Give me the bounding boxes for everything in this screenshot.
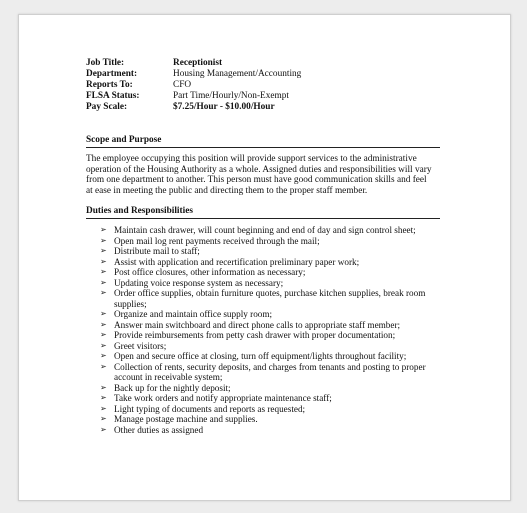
- job-field-label: FLSA Status:: [86, 91, 140, 101]
- duty-item: [86, 330, 440, 341]
- duty-text: Greet visitors;: [114, 340, 167, 351]
- job-field-row: [86, 58, 440, 69]
- job-info-fields: [86, 58, 440, 113]
- job-field-label: Pay Scale:: [86, 102, 128, 112]
- job-field-row: [86, 102, 440, 113]
- duty-item: [86, 362, 440, 383]
- document-page: [18, 14, 511, 501]
- duty-text: Open mail log rent payments received through the mail;: [114, 235, 320, 246]
- job-field-row: [86, 80, 440, 91]
- arrow-bullet-icon: ➢: [100, 277, 107, 287]
- scope-paragraph: The employee occupying this position will provide support services to the administrative operation of the Housing Authority as a whole. Assigned duties and responsibilities will vary from one department to another. This person must have good communication skills and feel at ease in meeting the public and directing them to the proper staff member.: [86, 154, 432, 196]
- duty-text: Manage postage machine and supplies.: [114, 414, 258, 425]
- scope-heading: Scope and Purpose: [86, 135, 440, 148]
- arrow-bullet-icon: ➢: [100, 256, 107, 266]
- duty-item: [86, 320, 440, 331]
- job-field-row: [86, 69, 440, 80]
- arrow-bullet-icon: ➢: [100, 319, 107, 329]
- duties-list: [86, 225, 440, 435]
- duty-item: [86, 236, 440, 247]
- job-field-value: CFO: [173, 80, 192, 90]
- arrow-bullet-icon: ➢: [100, 288, 107, 298]
- duty-item: [86, 257, 440, 268]
- duty-item: [86, 341, 440, 352]
- duty-text: Post office closures, other information as necessary;: [114, 267, 306, 278]
- duty-item: [86, 246, 440, 257]
- job-field-row: [86, 91, 440, 102]
- arrow-bullet-icon: ➢: [100, 309, 107, 319]
- job-field-value: Housing Management/Accounting: [173, 69, 302, 79]
- arrow-bullet-icon: ➢: [100, 361, 107, 371]
- duty-item: [86, 425, 440, 436]
- duty-text: Collection of rents, security deposits, and charges from tenants and posting to proper account in receivable system;: [114, 361, 426, 383]
- job-field-value: $7.25/Hour - $10.00/Hour: [173, 102, 275, 112]
- duty-text: Other duties as assigned: [114, 424, 204, 435]
- duty-item: [86, 414, 440, 425]
- duty-item: [86, 225, 440, 236]
- arrow-bullet-icon: ➢: [100, 424, 107, 434]
- duty-text: Distribute mail to staff;: [114, 246, 200, 257]
- duties-heading: Duties and Responsibilities: [86, 206, 440, 219]
- job-field-value: Receptionist: [173, 58, 223, 68]
- job-field-label: Job Title:: [86, 58, 125, 68]
- arrow-bullet-icon: ➢: [100, 403, 107, 413]
- job-field-label: Reports To:: [86, 80, 133, 90]
- arrow-bullet-icon: ➢: [100, 414, 107, 424]
- arrow-bullet-icon: ➢: [100, 393, 107, 403]
- duty-text: Maintain cash drawer, will count beginning and end of day and sign control sheet;: [114, 225, 416, 236]
- duty-text: Assist with application and recertification preliminary paper work;: [114, 256, 360, 267]
- arrow-bullet-icon: ➢: [100, 382, 107, 392]
- duty-item: [86, 267, 440, 278]
- document-content: [86, 58, 440, 435]
- arrow-bullet-icon: ➢: [100, 246, 107, 256]
- arrow-bullet-icon: ➢: [100, 225, 107, 235]
- duty-item: [86, 404, 440, 415]
- duty-text: Updating voice response system as necessary;: [114, 277, 284, 288]
- duty-text: Provide reimbursements from petty cash drawer with proper documentation;: [114, 330, 396, 341]
- duty-item: [86, 309, 440, 320]
- job-field-value: Part Time/Hourly/Non-Exempt: [173, 91, 289, 101]
- duty-item: [86, 288, 440, 309]
- job-field-label: Department:: [86, 69, 138, 79]
- duty-text: Back up for the nightly deposit;: [114, 382, 231, 393]
- duty-text: Light typing of documents and reports as requested;: [114, 403, 306, 414]
- arrow-bullet-icon: ➢: [100, 330, 107, 340]
- arrow-bullet-icon: ➢: [100, 267, 107, 277]
- duty-text: Organize and maintain office supply room;: [114, 309, 273, 320]
- duty-text: Answer main switchboard and direct phone calls to appropriate staff member;: [114, 319, 401, 330]
- duty-item: [86, 393, 440, 404]
- duty-item: [86, 351, 440, 362]
- arrow-bullet-icon: ➢: [100, 351, 107, 361]
- duty-item: [86, 383, 440, 394]
- duty-text: Open and secure office at closing, turn off equipment/lights throughout facility;: [114, 351, 407, 362]
- duty-item: [86, 278, 440, 289]
- duty-text: Take work orders and notify appropriate maintenance staff;: [114, 393, 332, 404]
- arrow-bullet-icon: ➢: [100, 340, 107, 350]
- duty-text: Order office supplies, obtain furniture quotes, purchase kitchen supplies, break room supplies;: [114, 288, 426, 309]
- arrow-bullet-icon: ➢: [100, 235, 107, 245]
